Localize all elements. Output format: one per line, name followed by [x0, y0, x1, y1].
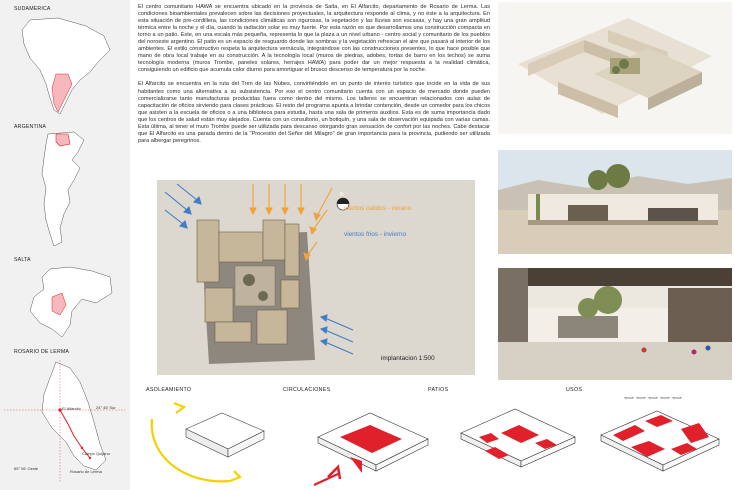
location-column — [0, 0, 130, 490]
diagram-asoleamiento — [146, 397, 281, 487]
description-text — [138, 4, 490, 152]
site-plan — [157, 180, 475, 375]
diagram-usos — [595, 397, 730, 487]
latitude-label: 24° 45' Sur — [96, 405, 116, 410]
salta-label: SALTA — [14, 257, 31, 263]
diagram-title-usos: USOS — [566, 387, 583, 393]
argentina-label: ARGENTINA — [14, 124, 47, 130]
paragraph-1: El centro comunitario HAWA se encuentra ubicado en la provincia de Salta, en El Alfarcito, departamento de Rosario de Lerma. Las condiciones bioambientales prevalecen sobre las decisiones proyectuales, la arquitectura responde al clima, y no éste a la arquitectura. En esta situación de pre-cordillera, las condiciones climáticas son rigurosas, la vegetación y las lluvias son escasas, y hay una gran amplitud térmica entre la noche y el día, cuando la radiación solar es muy fuerte. Por esta razón es que desarrollamos una construcción compacta en torno a un patio. Este, en una escala más pequeña, representa lo que la plaza a un nivel urbano - centro social y comunitario de los pueblos del noroeste argentino. El patio es un espacio de resguardo donde las sombras y la vegetación refrescan el aire que pasará al interior de los ambientes. El estilo constructivo respeta la arquitectura vernácula, integrándose con las construcciones presentes, lo que hace posible que mano de obra local trabaje en su construcción. A la tecnología local (muros de piedras, adobes, tortas de barro en los techos) se suma tecnología moderna (muros Trombe, paneles solares, herrajes HAWA) para poder dar un mejor respuesta a la realidad climática, consiguiendo un edificio que acumula calor diurno para amortiguar el brusco descenso de temperatura por la noche. — [138, 4, 490, 74]
diagram-circulaciones — [310, 397, 440, 487]
el-alfarcito-label: El Alfarcito — [62, 406, 81, 411]
cold-wind-legend: vientos frios - invierno — [344, 231, 407, 238]
longitude-label: 65° 06' Oeste — [14, 466, 39, 471]
north-letter: N — [340, 192, 344, 198]
uses-icons — [625, 397, 681, 398]
paragraph-2: El Alfarcito se encuentra en la ruta del Tren de las Nubes, convirtiéndolo en un punto de interés turístico que incide en la vida de sus habitantes como una alternativa a su subsistencia. Por eso el centro comunitario cuenta con un espacio de mercado donde pueden comercializarse tanto manufacturas producidas fuera como dentro del mismo. Los talleres se encuentran relacionados con aulas de capacitación de oficios sirviendo para clases prácticas. El resto del programa apunta a brindar contención, desde un comedor para los chicos que asisten a la escuela de oficios o a una biblioteca para estudia, hasta una sala de primeros auxilios. Esta es de suma importancia dado que los centros de salud están muy alejados. Cuenta con un consultorio, un botiquín, y una sala de observación equipada con varias camas. Esta última, al tener el muro Trombe puede ser utilizada para descanso otorgando gran sensación de confort por las noches. Cabe destacar que El Alfarcito es una parada dentro de la "Procesión del Señor del Milagro" de gran importancia para la provincia, pudiendo ser utilizada para albergar peregrinos. — [138, 81, 490, 144]
rosario-de-lerma-label: Rosario de Lerma — [70, 469, 102, 474]
campo-quijano-label: Campo Quijano — [82, 451, 110, 456]
diagram-title-circulaciones: CIRCULACIONES — [283, 387, 331, 393]
diagram-title-patios: PATIOS — [428, 387, 449, 393]
salta-highlight — [56, 134, 70, 146]
salta-map — [0, 263, 130, 343]
scale-caption: implantacion 1:500 — [381, 355, 435, 362]
diagram-title-asoleamiento: ASOLEAMIENTO — [146, 387, 192, 393]
south-america-map — [0, 14, 130, 118]
render-aerial — [498, 2, 732, 134]
argentina-map — [0, 130, 130, 250]
rosario-label: ROSARIO DE LERMA — [14, 349, 70, 355]
render-patio — [498, 268, 732, 380]
site-plan-drawing — [157, 180, 475, 375]
warm-wind-legend: vientos calidos - verano — [344, 205, 412, 212]
render-facade — [498, 150, 732, 254]
south-america-label: SUDAMERICA — [14, 6, 51, 12]
diagram-patios — [455, 397, 585, 487]
